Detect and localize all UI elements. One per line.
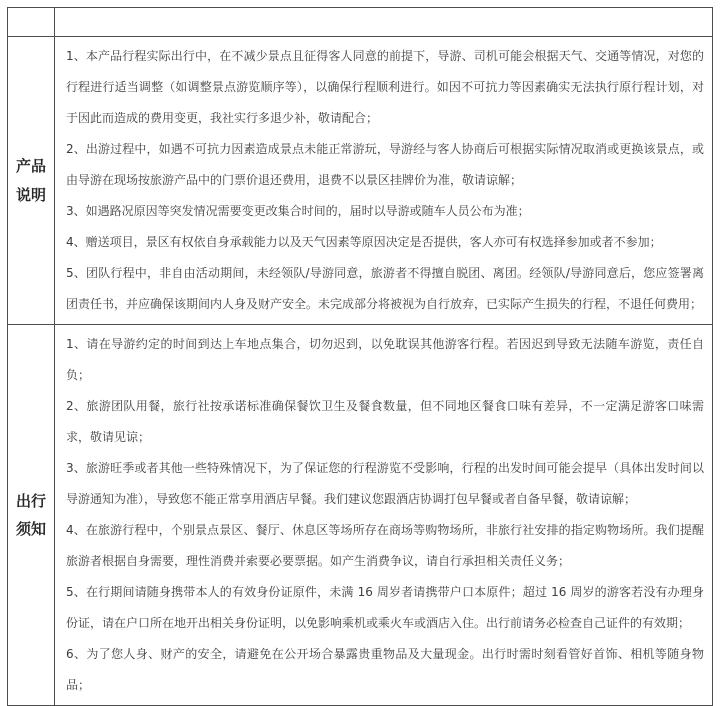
section-row-product-description <box>8 37 713 325</box>
notice-item: 4、赠送项目，景区有权依自身承载能力以及天气因素等原因决定是否提供，客人亦可有权选择参加或者不参加； <box>66 235 662 249</box>
notice-item: 3、旅游旺季或者其他一些特殊情况下，为了保证您的行程游览不受影响，行程的出发时间可能会提早（具体出发时间以导游通知为准），导致您不能正常享用酒店早餐。我们建议您跟酒店协调打包早餐或者自备早餐，敬请谅解； <box>66 461 704 506</box>
notice-item: 1、本产品行程实际出行中，在不减少景点且征得客人同意的前提下，导游、司机可能会根据天气、交通等情况，对您的行程进行适当调整（如调整景点游览顺序等），以确保行程顺利进行。如因不可抗力等因素确实无法执行原行程计划，对于因此而造成的费用变更，我社实行多退少补，敬请配合； <box>66 49 704 125</box>
section-label-travel-notice <box>8 325 55 706</box>
section-content-travel-notice <box>55 325 713 706</box>
empty-content-cell <box>55 8 713 37</box>
notice-item: 2、旅游团队用餐，旅行社按承诺标准确保餐饮卫生及餐食数量，但不同地区餐食口味有差异，不一定满足游客口味需求，敬请见谅； <box>66 399 704 444</box>
notice-item: 6、为了您人身、财产的安全，请避免在公开场合暴露贵重物品及大量现金。出行时需时刻看管好首饰、相机等随身物品； <box>66 647 704 692</box>
notice-item: 2、出游过程中，如遇不可抗力因素造成景点未能正常游玩，导游经与客人协商后可根据实际情况取消或更换该景点，或由导游在现场按旅游产品中的门票价退还费用，退费不以景区挂牌价为准，敬请谅解； <box>66 142 704 187</box>
section-label-text: 产品说明 <box>16 157 47 204</box>
section-content-product-description <box>55 37 713 325</box>
notice-item: 1、请在导游约定的时间到达上车地点集合，切勿迟到，以免耽误其他游客行程。若因迟到导致无法随车游览，责任自负； <box>66 337 704 382</box>
notice-item: 3、如遇路况原因等突发情况需要变更改集合时间的，届时以导游或随车人员公布为准； <box>66 204 530 218</box>
section-row-travel-notice <box>8 325 713 706</box>
notice-item: 4、在旅游行程中，个别景点景区、餐厅、休息区等场所存在商场等购物场所，非旅行社安排的指定购物场所。我们提醒旅游者根据自身需要，理性消费并索要必要票据。如产生消费争议，请自行承担相关责任义务； <box>66 523 704 568</box>
notice-item: 5、在行期间请随身携带本人的有效身份证原件，未满 16 周岁者请携带户口本原件；超过 16 周岁的游客若没有办理身份证，请在户口所在地开出相关身份证明，以免影响乘机或乘火车或酒店入住。出行前请务必检查自己证件的有效期； <box>66 585 704 630</box>
notice-item: 5、团队行程中，非自由活动期间，未经领队/导游同意，旅游者不得擅自脱团、离团。经领队/导游同意后，您应签署离团责任书，并应确保该期间内人身及财产安全。未完成部分将被视为自行放弃，已实际产生损失的行程，不退任何费用； <box>66 266 704 311</box>
empty-row <box>8 8 713 37</box>
empty-label-cell <box>8 8 55 37</box>
notice-table <box>7 7 713 706</box>
section-label-product-description <box>8 37 55 325</box>
section-label-text: 出行须知 <box>16 491 47 538</box>
